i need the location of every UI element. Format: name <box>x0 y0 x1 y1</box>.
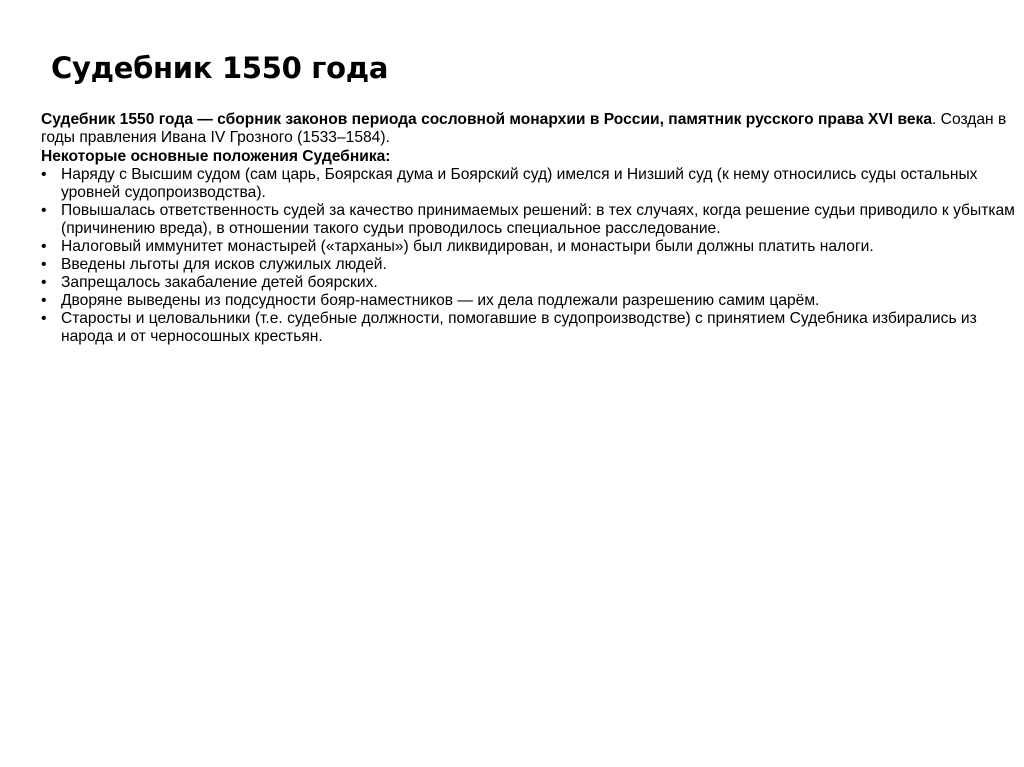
bullet-icon: • <box>41 238 47 255</box>
list-item-text: Введены льготы для исков служилых людей. <box>61 256 387 273</box>
list-item-text: Запрещалось закабаление детей боярских. <box>61 274 378 291</box>
intro-bold-text: Судебник 1550 года — сборник законов периода сословной монархии в России, памятник русского права XVI века <box>41 111 933 128</box>
bullet-icon: • <box>41 310 47 327</box>
provisions-heading: Некоторые основные положения Судебника: <box>41 148 391 165</box>
list-item-text: Налоговый иммунитет монастырей («тарханы») был ликвидирован, и монастыри были должны платить налоги. <box>61 238 874 255</box>
list-item <box>41 202 1016 238</box>
provisions-list <box>41 166 1016 346</box>
list-item <box>41 256 1016 274</box>
list-item <box>41 292 1016 310</box>
bullet-icon: • <box>41 256 47 273</box>
slide-body <box>41 111 1016 346</box>
list-item <box>41 310 1016 346</box>
bullet-icon: • <box>41 274 47 291</box>
list-item-text: Наряду с Высшим судом (сам царь, Боярская дума и Боярский суд) имелся и Низший суд (к нему относились суды остальных уровней судопроизводства). <box>61 166 978 201</box>
list-item-text: Дворяне выведены из подсудности бояр-наместников — их дела подлежали разрешению самим царём. <box>61 292 820 309</box>
slide-title: Судебник 1550 года <box>51 51 389 85</box>
bullet-icon: • <box>41 166 47 183</box>
list-item <box>41 274 1016 292</box>
intro-paragraph <box>41 111 1016 147</box>
intro-normal-text: . Создан в годы правления Ивана IV Грозного (1533–1584). <box>41 111 1007 146</box>
bullet-icon: • <box>41 292 47 309</box>
bullet-icon: • <box>41 202 47 219</box>
list-item <box>41 166 1016 202</box>
list-item <box>41 238 1016 256</box>
list-item-text: Старосты и целовальники (т.е. судебные должности, помогавшие в судопроизводстве) с принятием Судебника избирались из народа и от черносошных крестьян. <box>61 310 977 345</box>
list-item-text: Повышалась ответственность судей за качество принимаемых решений: в тех случаях, когда решение судьи приводило к убыткам (причинению вреда), в отношении такого судьи проводилось специальное расследование. <box>61 202 1015 237</box>
